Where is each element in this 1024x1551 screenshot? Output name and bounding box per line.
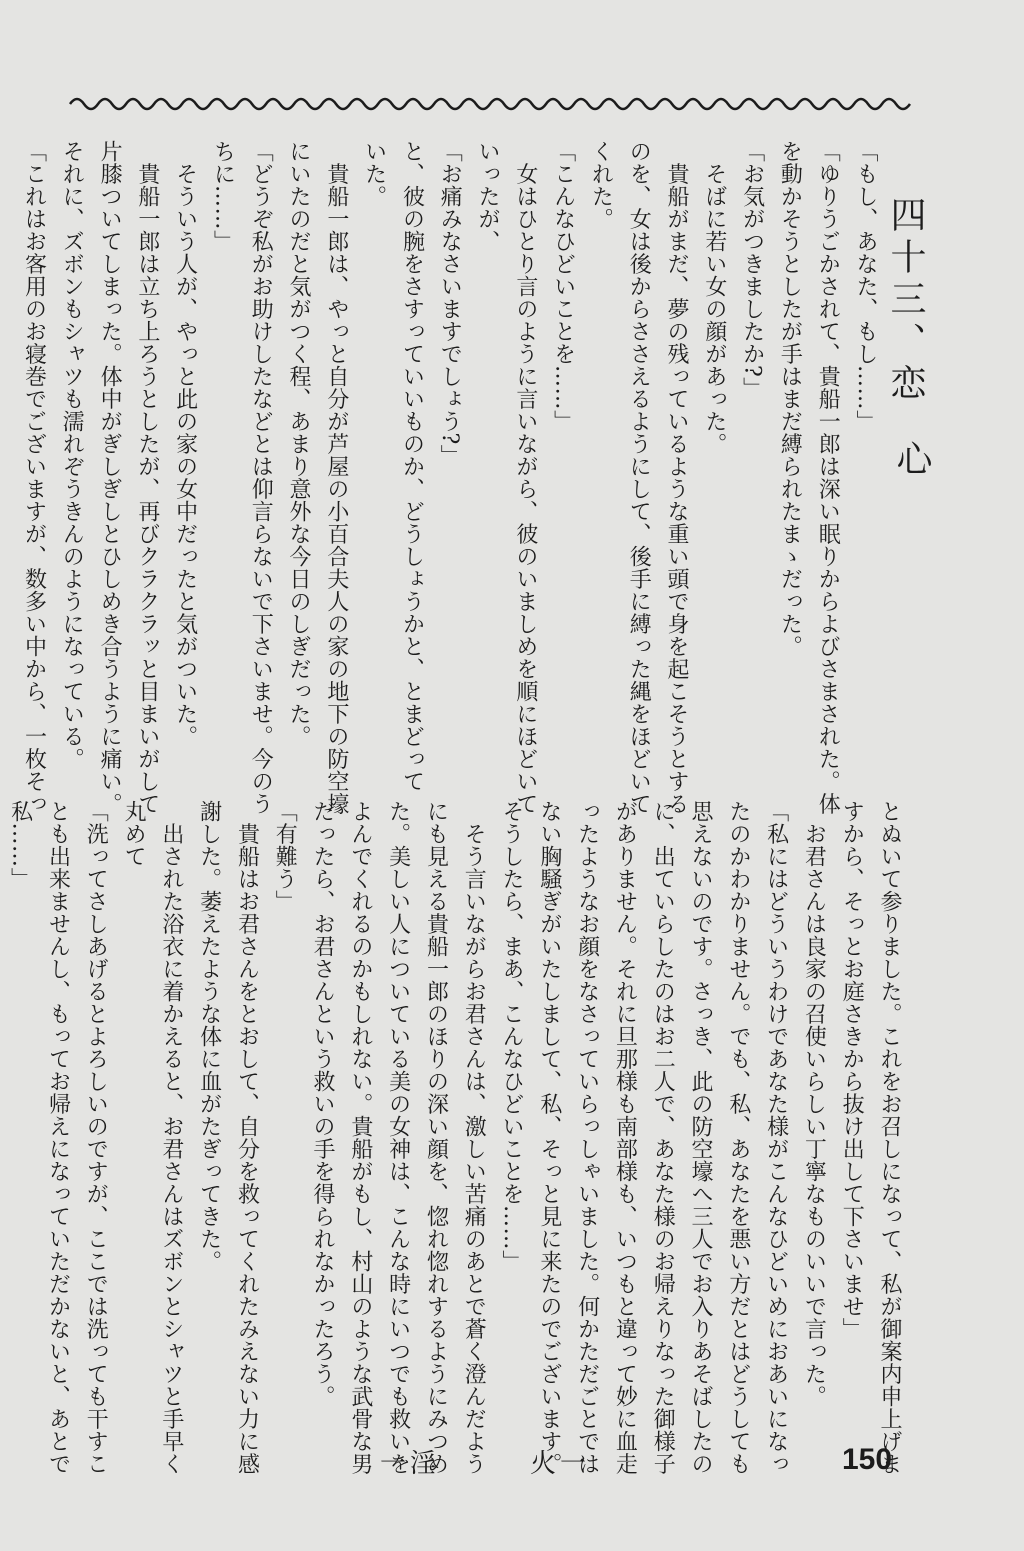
- text-column: 丸めて: [121, 800, 147, 868]
- text-column: いったが、: [475, 140, 501, 253]
- text-column: 貴船一郎は立ち上ろうとしたが、再びクラクラッと目まいがして: [134, 140, 160, 815]
- text-column: 貴船がまだ、夢の残っているような重い頭で身を起こそうとする: [664, 140, 690, 815]
- wavy-divider: [70, 92, 920, 116]
- text-column: たのかわかりません。でも、私、あなたを悪い方だとはどうしても: [725, 800, 751, 1475]
- text-column: のを、女は後からささえるようにして、後手に縛った縄をほどいて: [626, 140, 652, 815]
- text-column: 「どうぞ私がお助けしたなどとは仰言らないで下さいませ。今のう: [248, 140, 274, 815]
- text-column: とぬいて参りました。これをお召しになって、私が御案内申上げま: [877, 800, 902, 1475]
- text-column: 「有難う」: [272, 800, 298, 913]
- text-column: に、出ていらしたのはお二人で、あなた様のお帰えりなった御様子: [650, 800, 676, 1475]
- upper-text-block: [21, 140, 884, 815]
- text-column: いた。: [361, 140, 387, 208]
- text-column: 思えないのです。さっき、此の防空壕へ三人でお入りあそばしたの: [688, 800, 714, 1475]
- text-column: すから、そっとお庭さきから抜け出して下さいませ」: [839, 800, 865, 1340]
- text-column: ったようなお顔をなさっていらっしゃいました。何かただごとでは: [574, 800, 600, 1475]
- text-column: にいたのだと気がつく程、あまり意外な今日のしぎだった。: [286, 140, 312, 748]
- text-column: 「こんなひどいことを……」: [550, 140, 576, 433]
- text-column: 謝した。萎えたような体に血がたぎってきた。: [196, 800, 222, 1273]
- text-column: ない胸騒ぎがいたしまして、私、そっと見に来たのでございます。: [536, 800, 562, 1475]
- text-column: と、彼の腕をさすっていいものか、どうしょうかと、とまどって: [399, 140, 425, 793]
- text-column: ちに……」: [210, 140, 236, 253]
- text-column: [0, 800, 1, 1450]
- text-column: た。美しい人についている美の女神は、こんな時にいつでも救いを: [385, 800, 411, 1475]
- text-column: よんでくれるのかもしれない。貴船がもし、村山のような武骨な男: [347, 800, 373, 1475]
- text-column: そう言いながらお君さんは、激しい苦痛のあとで蒼く澄んだよう: [461, 800, 487, 1475]
- text-column: くれた。: [588, 140, 614, 230]
- text-column: そういう人が、やっと此の家の女中だったと気がついた。: [172, 140, 198, 748]
- text-column: そばに若い女の顔があった。: [701, 140, 727, 455]
- text-column: お君さんは良家の召使いらしい丁寧なものいいで言った。: [801, 800, 827, 1408]
- text-column: 片膝ついてしまった。体中がぎしぎしとひしめき合うように痛い。: [97, 140, 123, 815]
- text-column: にも見える貴船一郎のほりの深い顔を、惚れ惚れするようにみつめ: [423, 800, 449, 1475]
- text-column: だったら、お君さんという救いの手を得られなかったろう。: [310, 800, 336, 1408]
- text-column: 出された浴衣に着かえると、お君さんはズボンとシャツと手早く: [158, 800, 184, 1475]
- text-column: 貴船一郎は、やっと自分が芦屋の小百合夫人の家の地下の防空壕: [323, 140, 349, 815]
- text-column: 「これはお客用のお寝巻でございますが、数多い中から、一枚そっ: [21, 140, 47, 815]
- text-column: 「ゆりうごかされて、貴船一郎は深い眠りからよびさまされた。体: [815, 140, 841, 815]
- chapter-heading: 四十三、恋: [885, 196, 926, 406]
- text-column: 女はひとり言のように言いながら、彼のいましめを順にほどいて: [512, 140, 538, 815]
- text-column: 「もし、あなた、もし……」: [853, 140, 878, 433]
- text-column: 「洗ってさしあげるとよろしいのですが、ここでは洗っても干すこ: [83, 800, 109, 1475]
- text-column: 「私にはどういうわけであなた様がこんなひどいめにおあいになっ: [763, 800, 789, 1475]
- text-column: 「お気がつきましたか?」: [739, 140, 765, 400]
- text-column: 私……」: [7, 800, 33, 890]
- text-column: そうしたら、まあ、こんなひどいことを……」: [499, 800, 525, 1273]
- wavy-divider-line: [70, 99, 910, 109]
- text-column: がありません。それに旦那様も南部様も、いつもと違って妙に血走: [612, 800, 638, 1475]
- text-column: それに、ズボンもシャツも濡れぞうきんのようになっている。: [59, 140, 85, 770]
- text-column: を動かそうとしたが手はまだ縛られたまゝだった。: [777, 140, 803, 658]
- chapter-heading-last-char: 心: [891, 440, 932, 476]
- running-title: 一淫 火一: [380, 1449, 591, 1479]
- page-number: 150: [842, 1443, 893, 1476]
- text-column: 貴船はお君さんをとおして、自分を救ってくれたみえない力に感: [234, 800, 260, 1475]
- text-column: とも出来ませんし、もってお帰えになっていただかないと、あとで: [45, 800, 71, 1475]
- text-column: 「お痛みなさいますでしょう?」: [437, 140, 463, 468]
